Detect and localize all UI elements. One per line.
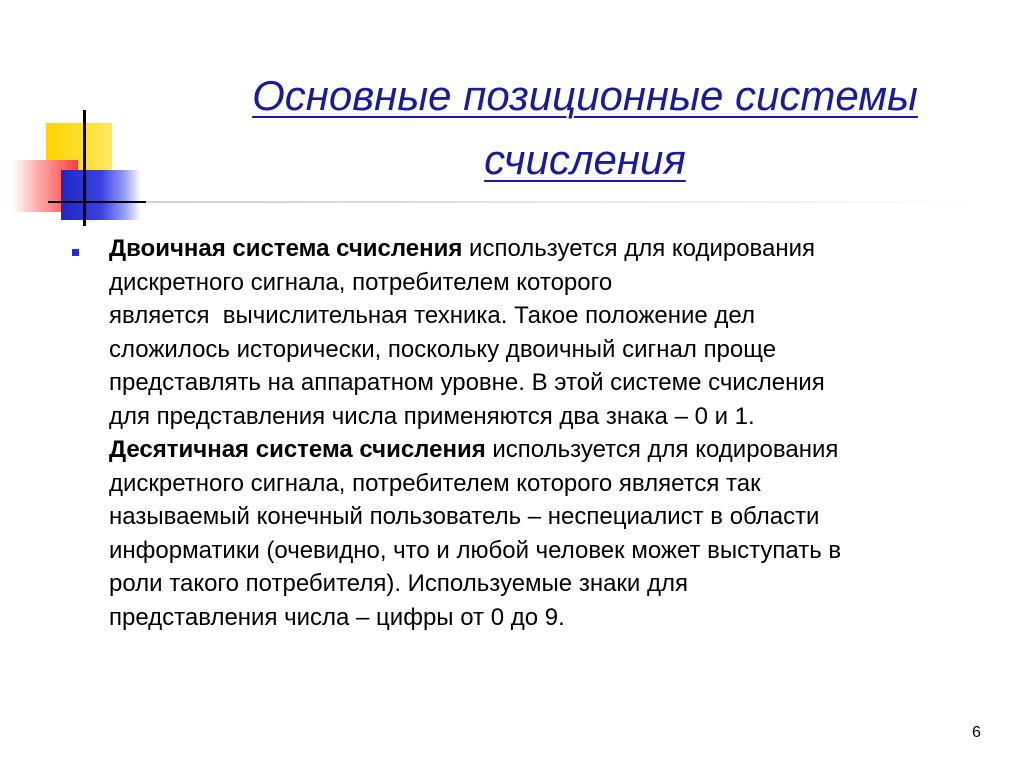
binary-system-term: Двоичная система счисления xyxy=(109,235,463,262)
page-number: 6 xyxy=(972,724,981,741)
text-line: представлять на аппаратном уровне. В этой системе счисления xyxy=(109,369,825,396)
text-line: дискретного сигнала, потребителем которого xyxy=(109,268,613,296)
square-bullet-icon xyxy=(72,249,79,256)
bullet-item xyxy=(72,232,1002,634)
slide-content xyxy=(72,232,1002,634)
blue-square xyxy=(61,170,141,220)
text-line: роли такого потребителя). Используемые знаки для xyxy=(109,570,688,597)
text-line: сложилось исторически, поскольку двоичный сигнал проще xyxy=(109,335,777,363)
title-line-1: Основные позиционные системы xyxy=(252,72,918,119)
text-line: информатики (очевидно, что и любой человек может выступать в xyxy=(109,536,842,564)
text-line: дискретного сигнала, потребителем которого является так xyxy=(109,469,761,497)
text-line: используется для кодирования xyxy=(485,436,839,463)
horizontal-line xyxy=(48,201,148,203)
title-line-2: счисления xyxy=(484,136,686,183)
text-line: для представления числа применяются два знака – 0 и 1. xyxy=(109,402,755,430)
decimal-system-term: Десятичная система счисления xyxy=(109,436,486,463)
vertical-line xyxy=(83,110,86,226)
bullet-text xyxy=(109,232,999,634)
title-divider xyxy=(146,201,986,203)
text-line: называемый конечный пользователь – неспециалист в области xyxy=(109,503,820,530)
text-line: является вычислительная техника. Такое положение дел xyxy=(109,302,755,329)
slide-title-block xyxy=(160,64,1010,192)
text-line: используется для кодирования xyxy=(462,235,816,262)
slide-title xyxy=(160,64,1010,192)
text-line: представления числа – цифры от 0 до 9. xyxy=(109,603,565,631)
